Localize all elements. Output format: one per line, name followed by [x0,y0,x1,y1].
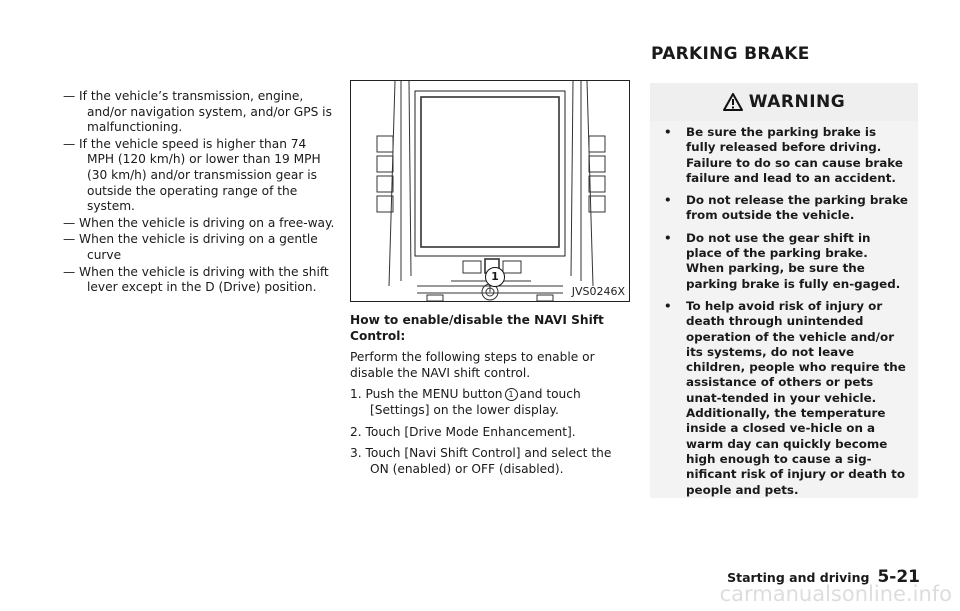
step-1-text-b: and touch [Settings] on the lower display. [370,387,581,417]
list-item: — When the vehicle is driving on a free-way. [63,215,335,230]
step-1-text-a: 1. Push the MENU button [350,387,503,402]
warning-box [650,83,918,497]
instructions [350,313,632,483]
warning-bullet: • Do not use the gear shift in place of the parking brake. When parking, be sure the parking brake is fully en-gaged. [662,231,908,292]
list-item: — When the vehicle is driving on a gentle curve [63,232,318,262]
dashboard-illustration [350,80,630,302]
step-3: 3. Touch [Navi Shift Control] and select the ON (enabled) or OFF (disabled). [350,446,612,476]
list-item: — If the vehicle speed is higher than 74 MPH (120 km/h) or lower than 19 MPH (30 km/h) and/or transmission gear is outside the operating range of the system. [63,136,321,214]
list-item: — When the vehicle is driving with the shift lever except in the D (Drive) position. [63,264,329,295]
warning-body [650,121,918,498]
step-2: 2. Touch [Drive Mode Enhancement]. [350,424,576,439]
warning-title: WARNING [748,92,846,112]
section-title: PARKING BRAKE [651,44,810,64]
list-item: — If the vehicle’s transmission, engine, and/or navigation system, and/or GPS is malfunctioning. [63,89,332,135]
figure-code: JVS0246X [571,285,625,298]
warning-bullet: • Do not release the parking brake from outside the vehicle. [662,193,908,224]
step-1 [350,387,632,418]
footer-section: Starting and driving [727,570,870,585]
page-number: 5-21 [877,567,920,587]
subheading: How to enable/disable the NAVI Shift Control: [350,313,604,343]
warning-bullet: • To help avoid risk of injury or death through unintended operation of the vehicle and/or its systems, do not leave children, people who require the assistance of others or pets unat-tended in your vehicle. Additionally, the temperature inside a closed ve-hicle on a warm day can quickly become high enough to cause a sig-nificant risk of injury or death to people and pets. [662,299,908,498]
callout-marker: 1 [485,267,505,287]
warning-triangle-icon [723,93,743,111]
watermark: carmanualsonline.info [719,582,952,606]
warning-bullet: • Be sure the parking brake is fully released before driving. Failure to do so can cause brake failure and lead to an accident. [662,125,908,186]
left-column [63,89,335,296]
intro-text: Perform the following steps to enable or disable the NAVI shift control. [350,350,595,380]
warning-header [650,83,918,121]
callout-ref: 1 [505,388,518,401]
